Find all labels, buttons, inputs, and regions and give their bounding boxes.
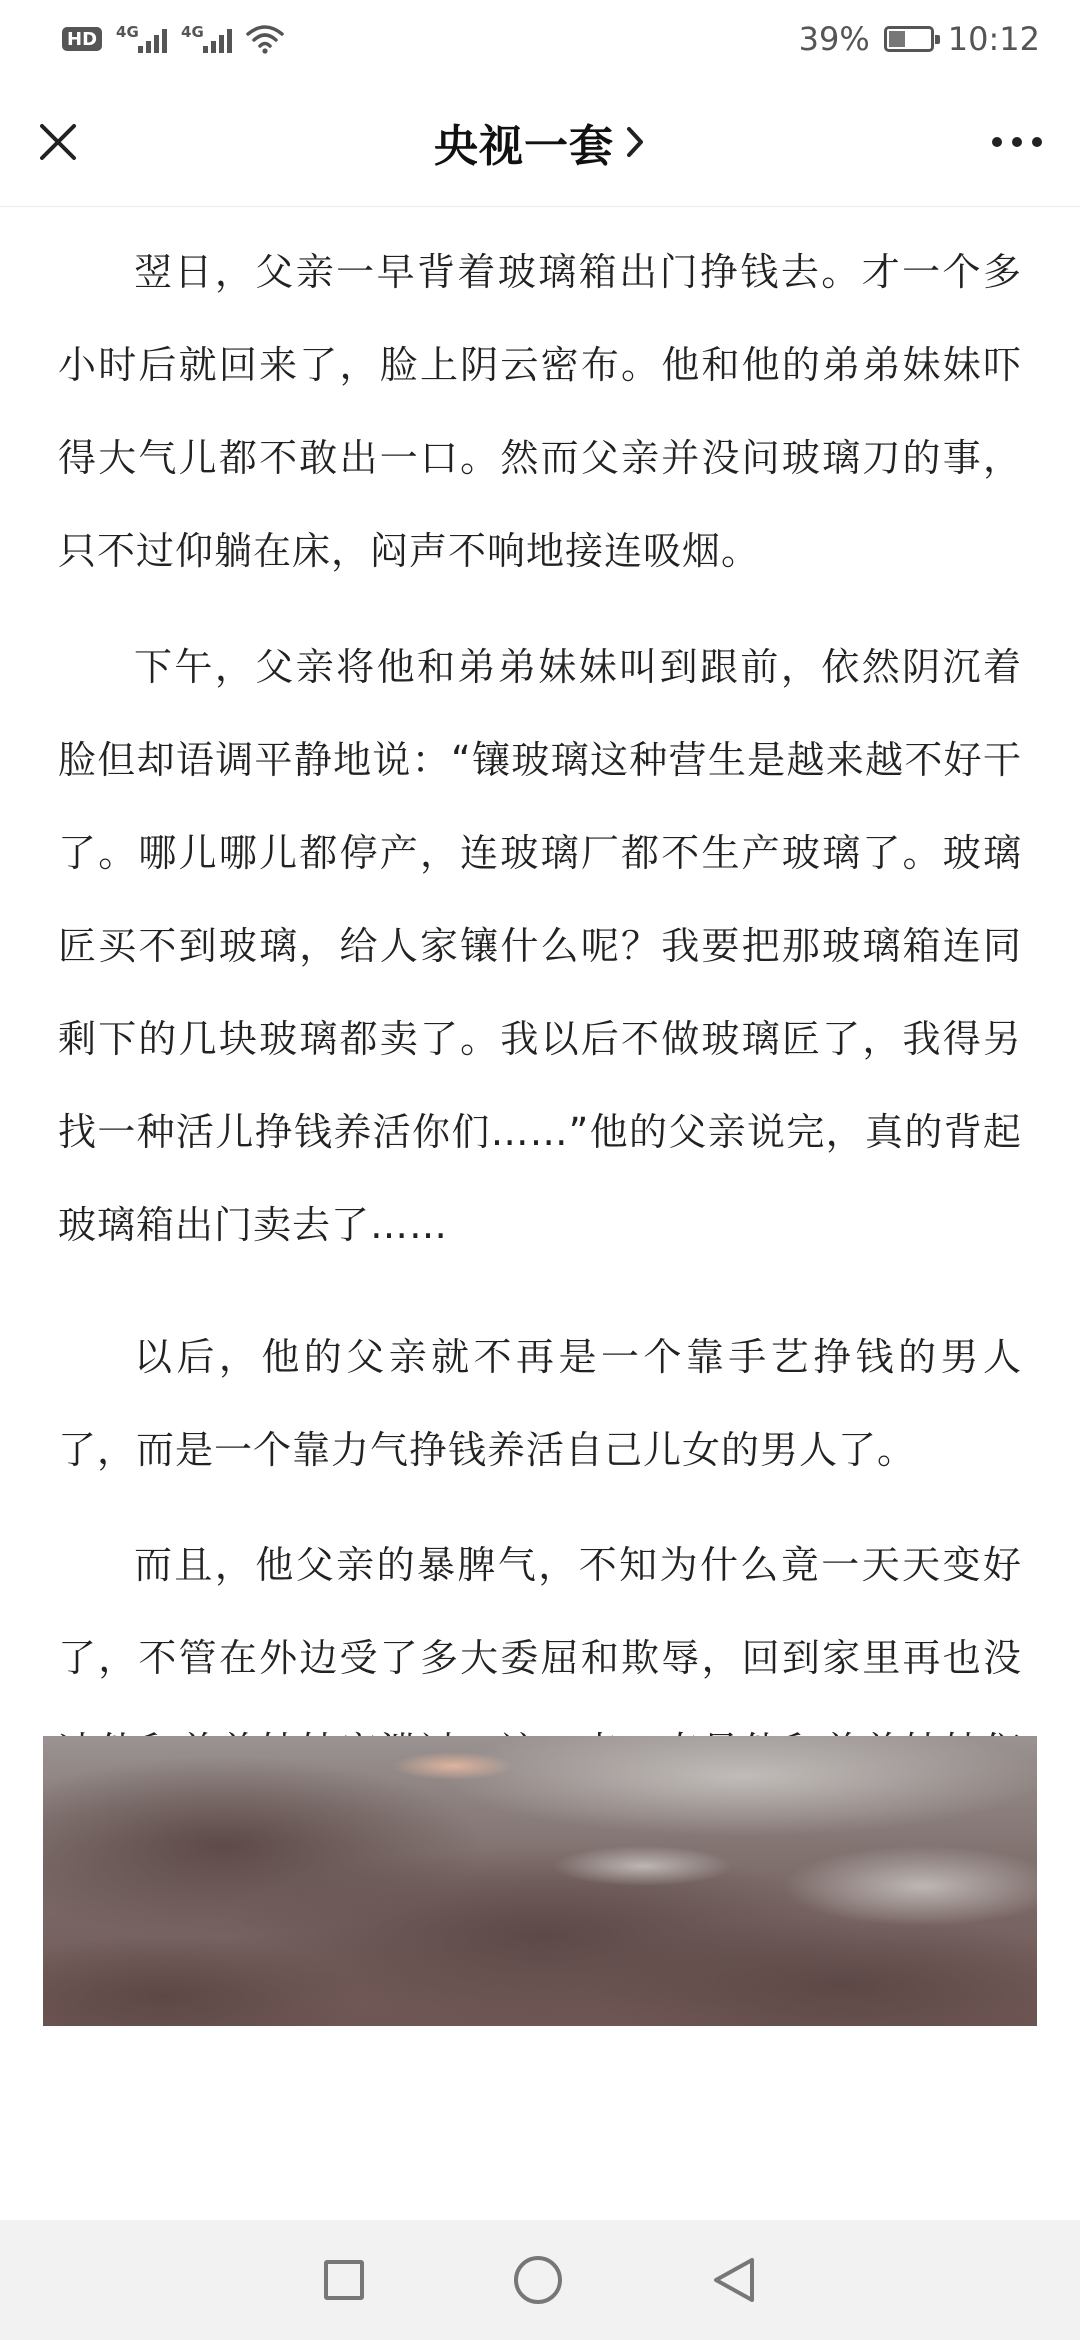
square-icon[interactable]: [324, 2260, 364, 2300]
paragraph-4: 而且，他父亲的暴脾气，不知为什么竟一天天变好了，不管在外边受了多大委屈和欺辱，回到家里再也没: [58, 1543, 1022, 1680]
paragraph-1: 翌日，父亲一早背着玻璃箱出门挣钱去。才一个多小时后就回来了，脸上阴云密布。他和他的弟弟妹妹吓得大气儿都不敢出一口。然而父亲并没问玻璃刀的事，只不过仰躺在床，闷声不响地接连吸烟。: [58, 250, 1022, 573]
status-left: [62, 24, 284, 54]
article-image[interactable]: [43, 1736, 1037, 2026]
more-button[interactable]: [984, 114, 1050, 170]
signal-icon-2: [181, 25, 232, 53]
paragraph-3: 以后，他的父亲就不再是一个靠手艺挣钱的男人了，而是一个靠力气挣钱养活自己儿女的男人了。: [58, 1335, 1022, 1472]
close-icon: [38, 122, 78, 162]
signal-label-2: 4G: [181, 23, 204, 41]
more-icon: [990, 135, 1044, 149]
hd-icon: HD: [62, 27, 102, 51]
top-nav-bar: [0, 78, 1080, 207]
triangle-back-icon[interactable]: [712, 2256, 756, 2304]
cloud-photo: [43, 1736, 1037, 2026]
clock: 10:12: [947, 20, 1040, 58]
close-button[interactable]: [30, 114, 86, 170]
article-body: [0, 206, 1080, 1996]
battery-icon: [884, 26, 934, 52]
battery-percent: 39%: [798, 20, 870, 58]
signal-label: 4G: [116, 23, 139, 41]
wifi-icon: [246, 24, 284, 54]
page-title: 央视一套: [434, 121, 614, 172]
signal-icon: [116, 25, 167, 53]
system-nav-bar: [0, 2220, 1080, 2340]
circle-icon[interactable]: [514, 2256, 562, 2304]
status-bar: [0, 0, 1080, 78]
account-title-link[interactable]: [434, 110, 646, 174]
paragraph-2: 下午，父亲将他和弟弟妹妹叫到跟前，依然阴沉着脸但却语调平静地说：“镶玻璃这种营生是越来越不好干了。哪儿哪儿都停产，连玻璃厂都不生产玻璃了。玻璃匠买不到玻璃，给人家镶什么呢？我要把那玻璃箱连同剩下的几块玻璃都卖了。我以后不做玻璃匠了，我得另找一种活儿挣钱养活你们……”他的父亲说完，真的背起玻璃箱出门卖去了……: [58, 645, 1022, 1247]
status-right: [799, 20, 1040, 58]
chevron-right-icon: [624, 124, 646, 160]
